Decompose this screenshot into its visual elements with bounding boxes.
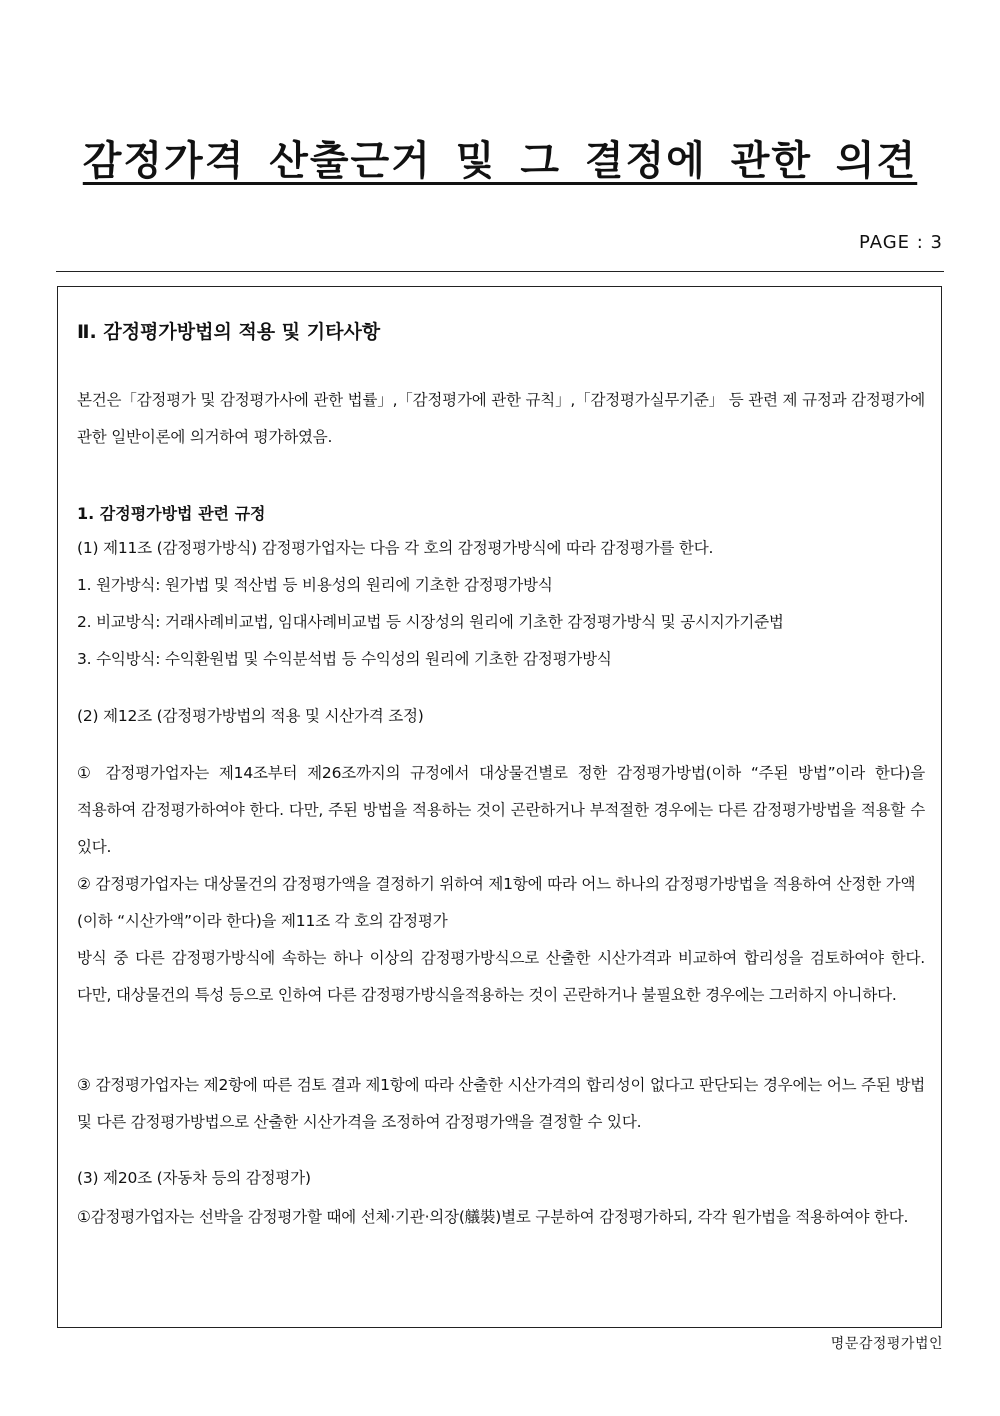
firm-name: 명문감정평가법인 (830, 1336, 943, 1352)
article-20-title: (3) 제20조 (자동차 등의 감정평가) (77, 1169, 311, 1187)
content-box (57, 286, 942, 1328)
header-divider (56, 271, 944, 272)
subsection-heading: 1. 감정평가방법 관련 규정 (77, 504, 266, 523)
article-12-clause-2a: ② 감정평가업자는 대상물건의 감정평가액을 결정하기 위하여 제1항에 따라 어느 하나의 감정평가방법을 적용하여 산정한 가액(이하 “시산가액”이라 한다)을 제11조 각 호의 감정평가 (77, 875, 916, 930)
article-20-clause-1: ①감정평가업자는 선박을 감정평가할 때에 선체·기관·의장(艤裝)별로 구분하여 감정평가하되, 각각 원가법을 적용하여야 한다. (77, 1208, 909, 1226)
article-12-clause-2b: 방식 중 다른 감정평가방식에 속하는 하나 이상의 감정평가방식으로 산출한 시산가격과 비교하여 합리성을 검토하여야 한다. 다만, 대상물건의 특성 등으로 인하여 다른 감정평가방식을적용하는 것이 곤란하거나 불필요한 경우에는 그러하지 아니하다. (77, 949, 925, 1004)
article-11-title: (1) 제11조 (감정평가방식) 감정평가업자는 다음 각 호의 감정평가방식에 따라 감정평가를 한다. (77, 539, 714, 557)
document-title (0, 133, 1000, 189)
intro-paragraph: 본건은「감정평가 및 감정평가사에 관한 법률」,「감정평가에 관한 규칙」,「감정평가실무기준」 등 관련 제 규정과 감정평가에 관한 일반이론에 의거하여 평가하였음. (77, 391, 925, 446)
article-12-clause-1: ① 감정평가업자는 제14조부터 제26조까지의 규정에서 대상물건별로 정한 감정평가방법(이하 “주된 방법”이라 한다)을 적용하여 감정평가하여야 한다. 다만, 주된 방법을 적용하는 것이 곤란하거나 부적절한 경우에는 다른 감정평가방법을 적용할 수 있다. (77, 764, 925, 856)
document-title-text: 감정가격 산출근거 및 그 결정에 관한 의견 (82, 138, 918, 184)
page-number: PAGE : 3 (859, 232, 943, 253)
article-11-item-3: 3. 수익방식: 수익환원법 및 수익분석법 등 수익성의 원리에 기초한 감정평가방식 (77, 650, 612, 668)
section-heading: Ⅱ. 감정평가방법의 적용 및 기타사항 (77, 321, 381, 343)
article-12-title: (2) 제12조 (감정평가방법의 적용 및 시산가격 조정) (77, 707, 424, 725)
article-11-item-2: 2. 비교방식: 거래사례비교법, 임대사례비교법 등 시장성의 원리에 기초한 감정평가방식 및 공시지가기준법 (77, 613, 784, 631)
article-11-item-1: 1. 원가방식: 원가법 및 적산법 등 비용성의 원리에 기초한 감정평가방식 (77, 576, 553, 594)
article-12-clause-3: ③ 감정평가업자는 제2항에 따른 검토 결과 제1항에 따라 산출한 시산가격의 합리성이 없다고 판단되는 경우에는 어느 주된 방법 및 다른 감정평가방법으로 산출한 시산가격을 조정하여 감정평가액을 결정할 수 있다. (77, 1076, 925, 1131)
